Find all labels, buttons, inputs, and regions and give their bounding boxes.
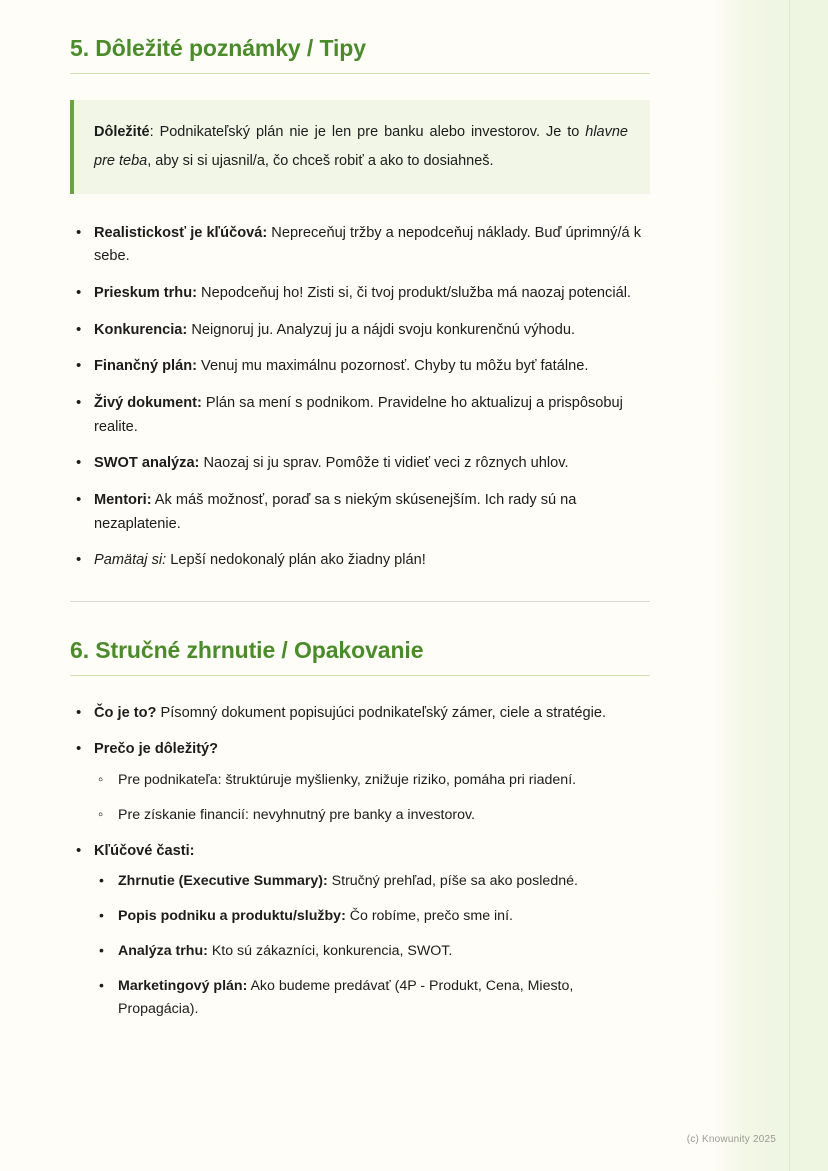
- list-item: [70, 282, 650, 306]
- list-item-text: Ak máš možnosť, poraď sa s niekým skúsenejším. Ich rady sú na nezaplatenie.: [94, 491, 577, 532]
- list-item-text: Písomný dokument popisujúci podnikateľský zámer, ciele a stratégie.: [156, 704, 607, 721]
- list-item-lead: Analýza trhu:: [118, 943, 208, 960]
- list-item-text: Ako budeme predávať (4P - Produkt, Cena, Miesto, Propagácia).: [118, 978, 574, 1018]
- list-item-lead: Popis podniku a produktu/služby:: [118, 908, 346, 925]
- list-item-text: Plán sa mení s podnikom. Pravidelne ho aktualizuj a prispôsobuj realite.: [94, 394, 623, 435]
- list-item-text: Nepodceňuj ho! Zisti si, či tvoj produkt/služba má naozaj potenciál.: [197, 285, 631, 302]
- list-item: [94, 975, 650, 1021]
- list-item-lead: Prieskum trhu:: [94, 285, 197, 302]
- callout-text: [94, 118, 628, 176]
- list-item-lead: Konkurencia:: [94, 321, 188, 338]
- important-callout: [70, 100, 650, 194]
- list-item: [70, 222, 650, 269]
- list-item-lead: Marketingový plán:: [118, 978, 248, 995]
- list-item: [70, 738, 650, 827]
- list-item-text: Stručný prehľad, píše sa ako posledné.: [327, 873, 578, 890]
- callout-emphasis: hlavne pre teba: [94, 123, 628, 169]
- callout-text-part-1: : Podnikateľský plán nie je len pre banku alebo investorov. Je to: [149, 123, 586, 140]
- list-item: ◦ Pre podnikateľa: štruktúruje myšlienky, znižuje riziko, pomáha pri riadení.: [94, 769, 650, 792]
- section-title-summary: 6. Stručné zhrnutie / Opakovanie: [70, 636, 424, 663]
- list-item: [70, 549, 650, 573]
- list-item-lead: Mentori:: [94, 491, 152, 508]
- list-item-lead: SWOT analýza:: [94, 455, 200, 472]
- list-item: ◦ Pre získanie financií: nevyhnutný pre banky a investorov.: [94, 804, 650, 827]
- bottom-spacer: [70, 1034, 650, 1040]
- section-divider: [70, 601, 650, 602]
- list-item-text: Nepreceňuj tržby a nepodceňuj náklady. Buď úprimný/á k sebe.: [94, 224, 641, 265]
- callout-lead: Dôležité: [94, 123, 150, 140]
- list-item-lead: Zhrnutie (Executive Summary):: [118, 873, 328, 890]
- list-item: [94, 905, 650, 928]
- list-item: [70, 702, 650, 726]
- list-item: [94, 940, 650, 963]
- list-item-lead: Kľúčové časti:: [94, 842, 195, 859]
- list-item-lead: Finančný plán:: [94, 358, 197, 375]
- sub-list-key-parts: [94, 870, 650, 1021]
- list-item-text: Neignoruj ju. Analyzuj ju a nájdi svoju konkurenčnú výhodu.: [187, 321, 576, 338]
- list-item: [70, 489, 650, 536]
- list-item-text: Naozaj si ju sprav. Pomôže ti vidieť veci z rôznych uhlov.: [199, 455, 569, 472]
- title-underline-summary: [70, 675, 650, 676]
- list-item: [70, 319, 650, 343]
- list-item-lead: Realistickosť je kľúčová:: [94, 224, 268, 241]
- document-body: [70, 34, 650, 1040]
- list-item-lead-italic: Pamätaj si:: [94, 552, 167, 569]
- list-item: [70, 452, 650, 476]
- list-item: [94, 870, 650, 893]
- list-item-text: Čo robíme, prečo sme iní.: [345, 908, 513, 925]
- callout-text-part-2: , aby si si ujasnil/a, čo chceš robiť a ako to dosiahneš.: [147, 152, 494, 169]
- list-item-text: Kto sú zákazníci, konkurencia, SWOT.: [207, 943, 453, 960]
- list-item-lead: Živý dokument:: [94, 394, 202, 411]
- list-item: [70, 840, 650, 1022]
- section-title-tips: 5. Dôležité poznámky / Tipy: [70, 35, 366, 61]
- tips-list: [70, 222, 650, 573]
- list-item-lead: Prečo je dôležitý?: [94, 741, 219, 758]
- sub-list-reasons: [94, 769, 650, 827]
- title-underline-tips: [70, 73, 650, 74]
- copyright-footer: (c) Knowunity 2025: [686, 1134, 776, 1145]
- list-item: [70, 355, 650, 379]
- list-item: [70, 392, 650, 439]
- summary-list: [70, 702, 650, 1022]
- list-item-text: Venuj mu maximálnu pozornosť. Chyby tu môžu byť fatálne.: [196, 358, 589, 375]
- list-item-lead: Čo je to?: [94, 704, 157, 721]
- list-item-text: Lepší nedokonalý plán ako žiadny plán!: [166, 552, 426, 569]
